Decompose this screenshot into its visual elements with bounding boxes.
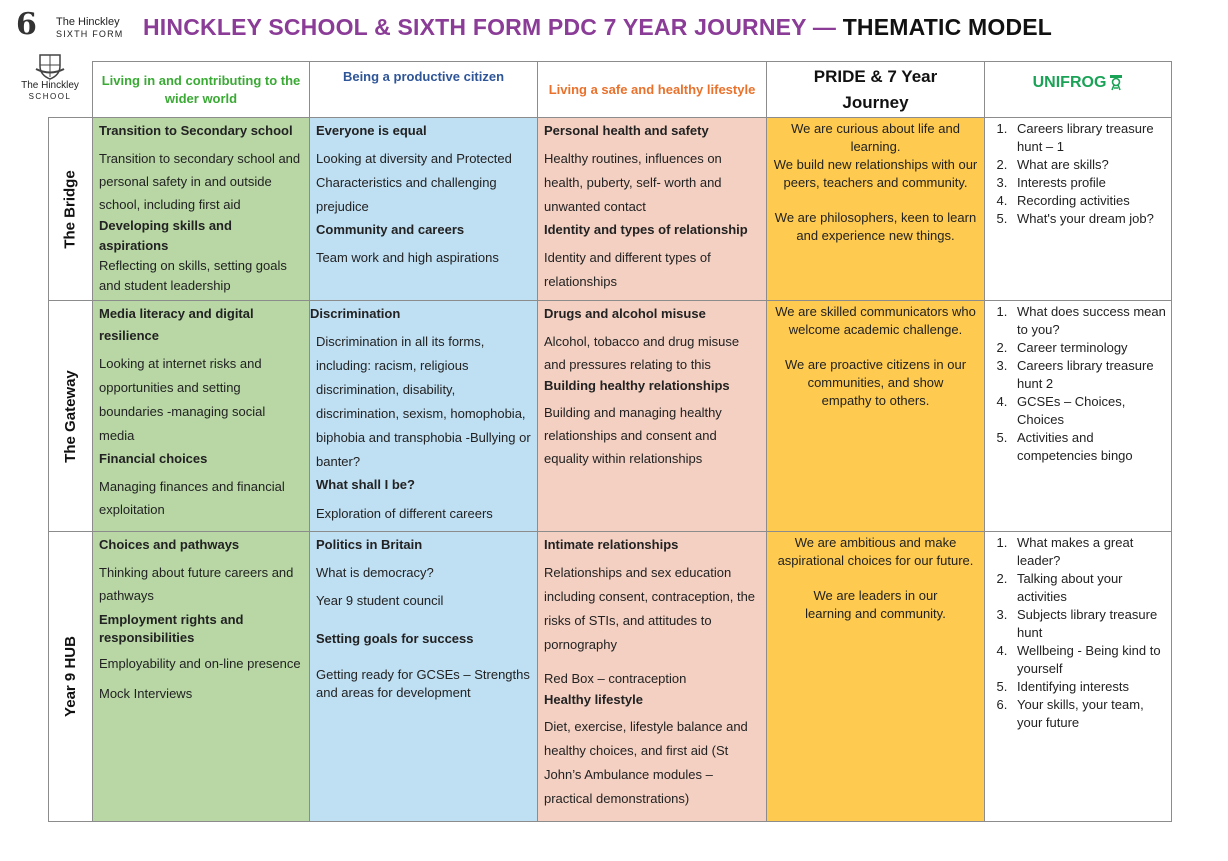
cell-gateway-healthy [537, 300, 767, 532]
topic-heading: Identity and types of relationship [544, 222, 748, 237]
topic-text: Team work and high aspirations [316, 250, 499, 265]
topic-text: Identity and different types of relationships [544, 250, 711, 289]
pride-statement: We are proactive citizens in our communities, and show empathy to others. [784, 357, 967, 408]
row-label-year9 [48, 531, 93, 822]
topic-text: Transition to secondary school and personal safety in and outside school, including first aid [99, 151, 301, 212]
unifrog-item: 2. Talking about your activities [1011, 570, 1167, 606]
logo-school-line2: SCHOOL [28, 92, 72, 101]
header-productive-citizen [309, 61, 538, 118]
page-title [143, 14, 1052, 41]
unifrog-item: 1. What makes a great leader? [1011, 534, 1167, 570]
unifrog-item: 3. Subjects library treasure hunt [1011, 606, 1167, 642]
header-safe-healthy [537, 61, 767, 118]
topic-heading: Employment rights and responsibilities [99, 612, 244, 645]
unifrog-item: 4. Recording activities [1011, 192, 1167, 210]
logo-six-icon: 6 [16, 7, 37, 42]
header-unifrog-label: UNIFROG [1032, 74, 1107, 91]
header-pride [766, 61, 985, 118]
unifrog-item: 1. What does success mean to you? [1011, 303, 1167, 339]
topic-heading: Drugs and alcohol misuse [544, 306, 706, 321]
cell-bridge-productive [309, 117, 538, 301]
header-wider-world [92, 61, 310, 118]
unifrog-item: 2. Career terminology [1011, 339, 1167, 357]
unifrog-item: 5. What's your dream job? [1011, 210, 1167, 228]
cell-year9-healthy [537, 531, 767, 822]
unifrog-item: 3. Interests profile [1011, 174, 1167, 192]
cell-bridge-pride [766, 117, 985, 301]
topic-text: Red Box – contraception [544, 671, 687, 686]
cell-gateway-productive [309, 300, 538, 532]
title-emphasis: THEMATIC MODEL [842, 14, 1053, 40]
unifrog-item: 3. Careers library treasure hunt 2 [1011, 357, 1167, 393]
topic-heading: Setting goals for success [316, 631, 474, 646]
topic-heading: Personal health and safety [544, 123, 709, 138]
cell-gateway-pride [766, 300, 985, 532]
topic-text: Healthy routines, influences on health, puberty, self- worth and unwanted contact [544, 151, 722, 214]
unifrog-list [985, 532, 1171, 732]
header-wider-world-label: Living in and contributing to the wider world [101, 72, 301, 106]
unifrog-item: 5. Identifying interests [1011, 678, 1167, 696]
cell-gateway-wider-world [92, 300, 310, 532]
logo-school-line1: The Hinckley [21, 80, 79, 91]
topic-heading: Politics in Britain [316, 537, 423, 552]
pride-statement: We are ambitious and make aspirational choices for our future. [777, 535, 974, 568]
unifrog-item: 4. Wellbeing - Being kind to yourself [1011, 642, 1167, 678]
pride-statement: We are curious about life and learning. [791, 121, 960, 154]
topic-text: Diet, exercise, lifestyle balance and healthy choices, and first aid (St John’s Ambulance modules – practical demonstrations) [544, 719, 748, 806]
unifrog-item: 1. Careers library treasure hunt – 1 [1011, 120, 1167, 156]
topic-text: Relationships and sex education including consent, contraception, the risks of STIs, and attitudes to pornography [544, 565, 756, 652]
row-label-year9-text: Year 9 HUB [62, 636, 79, 717]
topic-text: Thinking about future careers and pathways [99, 565, 294, 603]
header-unifrog [984, 61, 1172, 118]
topic-text: Looking at diversity and Protected Characteristics and challenging prejudice [316, 151, 512, 214]
thematic-model-table [48, 61, 1172, 822]
header-safe-healthy-label: Living a safe and healthy lifestyle [548, 81, 756, 97]
topic-heading: Transition to Secondary school [99, 123, 293, 138]
pride-statement: We are leaders in our learning and community. [805, 588, 946, 621]
header-productive-citizen-label: Being a productive citizen [342, 69, 505, 84]
topic-heading: Media literacy and digital resilience [99, 306, 254, 343]
cell-bridge-unifrog [984, 117, 1172, 301]
unifrog-list [985, 118, 1171, 228]
topic-text: Employability and on-line presence [99, 656, 301, 671]
unifrog-list [985, 301, 1171, 465]
topic-text: Reflecting on skills, setting goals and student leadership [99, 258, 287, 293]
pride-statement: We are skilled communicators who welcome academic challenge. [775, 304, 976, 337]
topic-text: Year 9 student council [316, 593, 444, 608]
sixth-form-logo [14, 8, 129, 46]
cell-year9-wider-world [92, 531, 310, 822]
header-pride-label: PRIDE & 7 Year Journey [813, 66, 938, 112]
topic-heading: Everyone is equal [316, 123, 427, 138]
topic-heading: Building healthy relationships [544, 378, 730, 393]
title-main: HINCKLEY SCHOOL & SIXTH FORM PDC 7 YEAR JOURNEY — [143, 14, 843, 40]
topic-text: Looking at internet risks and opportunities and setting boundaries -managing social media [99, 356, 266, 443]
unifrog-icon [1109, 75, 1123, 91]
topic-text: Managing finances and financial exploitation [99, 479, 285, 517]
topic-heading: Healthy lifestyle [544, 692, 643, 707]
topic-text: Alcohol, tobacco and drug misuse and pressures relating to this [544, 334, 740, 372]
topic-heading: Discrimination [310, 306, 401, 321]
topic-heading: Community and careers [316, 222, 465, 237]
topic-heading: Choices and pathways [99, 537, 240, 552]
logo-sixth-line1: The Hinckley [56, 16, 120, 28]
row-label-gateway [48, 300, 93, 532]
pride-statement: We are philosophers, keen to learn and experience new things. [774, 210, 977, 243]
row-label-gateway-text: The Gateway [62, 369, 80, 463]
topic-text: Getting ready for GCSEs – Strengths and areas for development [316, 667, 530, 700]
topic-text: Mock Interviews [99, 686, 193, 701]
cell-bridge-wider-world [92, 117, 310, 301]
topic-text: Building and managing healthy relationships and consent and equality within relationships [544, 405, 722, 466]
logo-sixth-line2: SIXTH FORM [56, 29, 124, 39]
topic-text: Exploration of different careers [316, 506, 493, 521]
topic-heading: Financial choices [99, 451, 208, 466]
row-label-bridge [48, 117, 93, 301]
cell-bridge-healthy [537, 117, 767, 301]
pride-statement: We build new relationships with our peers, teachers and community. [773, 157, 978, 190]
unifrog-item: 6. Your skills, your team, your future [1011, 696, 1167, 732]
topic-heading: What shall I be? [316, 477, 415, 492]
topic-text: Discrimination in all its forms, including: racism, religious discrimination, disability, discrimination, sexism, homophobia, biphobia and transphobia -Bullying or banter? [316, 334, 531, 469]
cell-year9-pride [766, 531, 985, 822]
topic-heading: Intimate relationships [544, 537, 679, 552]
unifrog-item: 4. GCSEs – Choices, Choices [1011, 393, 1167, 429]
topic-heading: Developing skills and aspirations [99, 218, 232, 253]
topic-text: What is democracy? [316, 565, 434, 580]
cell-year9-unifrog [984, 531, 1172, 822]
row-label-bridge-text: The Bridge [62, 169, 79, 249]
cell-year9-productive [309, 531, 538, 822]
cell-gateway-unifrog [984, 300, 1172, 532]
unifrog-item: 2. What are skills? [1011, 156, 1167, 174]
unifrog-item: 5. Activities and competencies bingo [1011, 429, 1167, 465]
